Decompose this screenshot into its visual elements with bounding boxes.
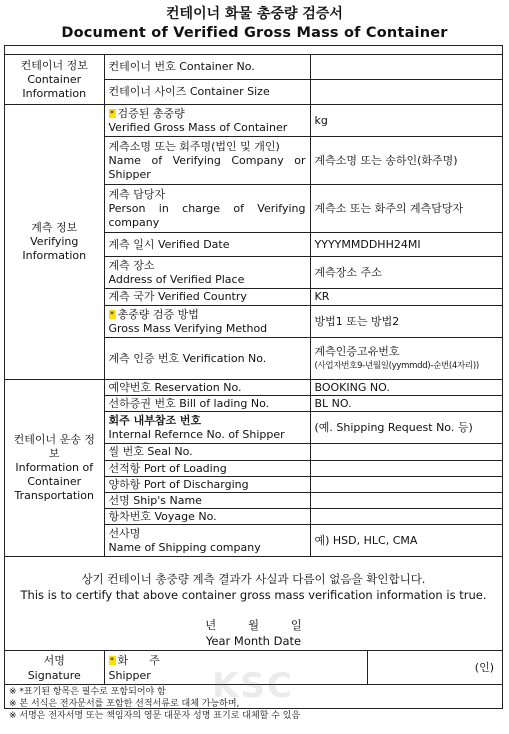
required-marker: * <box>110 310 114 319</box>
label-en: Verified Gross Mass of Container <box>108 120 288 134</box>
form-row <box>5 55 502 80</box>
signature-label-ko: 서명 <box>43 653 65 667</box>
signature-label <box>5 651 104 685</box>
shipper-ko: 화 주 <box>117 653 160 667</box>
date-month-ko: 월 <box>247 618 260 632</box>
value-seal-no[interactable] <box>310 444 502 461</box>
shipper-en: Shipper <box>108 668 151 682</box>
form-row <box>5 380 502 396</box>
signature-label-en: Signature <box>27 668 81 682</box>
label-seal-no: 씰 번호 Seal No. <box>104 444 310 461</box>
date-korean <box>5 617 502 633</box>
label-container-no: 컨테이너 번호 Container No. <box>104 55 310 80</box>
value-internal-reference[interactable]: (예. Shipping Request No. 등) <box>310 412 502 444</box>
value-person-in-charge[interactable]: 계측소 또는 화주의 계측담당자 <box>310 185 502 233</box>
value-container-size[interactable] <box>310 80 502 105</box>
date-day-ko: 일 <box>290 618 302 632</box>
date-field[interactable] <box>5 617 502 649</box>
signature-seal-field[interactable]: (인) <box>367 651 502 685</box>
certification-korean: 상기 컨테이너 총중량 계측 결과가 사실과 다름이 없음을 확인합니다. <box>81 572 426 586</box>
section-label-ko: 컨테이너 정보 <box>20 58 88 72</box>
label-reservation-no: 예약번호 Reservation No. <box>104 380 310 396</box>
value-shipping-company[interactable]: 예) HSD, HLC, CMA <box>310 525 502 557</box>
date-year-ko: 년 <box>205 618 217 632</box>
title-english: Document of Verified Gross Mass of Container <box>61 25 448 41</box>
label-ko: 회주 내부참조 번호 <box>108 413 202 427</box>
form-table <box>5 54 502 557</box>
value-verified-place[interactable]: 계측장소 주소 <box>310 257 502 289</box>
title-korean: 컨테이너 화물 총중량 검증서 <box>166 6 343 22</box>
label-en: Name of Verifying Company or Shipper <box>108 153 306 181</box>
section-label-en: Information of Container Transportation <box>14 461 94 502</box>
label-port-of-discharging: 양하항 Port of Discharging <box>104 477 310 493</box>
label-ko: 계측소명 또는 회주명(법인 및 개인) <box>108 139 280 153</box>
section-label-verifying <box>5 105 104 380</box>
label-ko: 계측 담당자 <box>108 187 166 201</box>
section-label-en: Verifying Information <box>22 235 87 262</box>
value-note: (사업자번호9-년월일(yymmdd)-순번(4자리)) <box>314 360 479 371</box>
certification-english: This is to certify that above container gross mass verification information is true. <box>20 588 487 602</box>
label-shipping-company <box>104 525 310 557</box>
value-reservation-no[interactable]: BOOKING NO. <box>310 380 502 396</box>
label-en: Name of Shipping company <box>108 540 261 554</box>
value-ship-name[interactable] <box>310 493 502 509</box>
value-bill-of-lading[interactable]: BL NO. <box>310 396 502 412</box>
note-item: ※ 본 서식은 전자문서를 포함한 선적서류로 대체 가능하며, <box>9 699 240 709</box>
watermark-logo: KSC <box>212 666 294 706</box>
note-item: ※ *표기된 항목은 필수로 포함되어야 함 <box>9 687 166 697</box>
section-label-ko: 계측 정보 <box>31 221 78 234</box>
form-frame <box>4 45 503 721</box>
value-verified-date[interactable]: YYYYMMDDHH24MI <box>310 233 502 257</box>
label-ko: 검증된 총중량 <box>117 106 185 120</box>
label-verified-country: 계측 국가 Verified Country <box>104 289 310 306</box>
label-verified-date: 계측 일시 Verified Date <box>104 233 310 257</box>
value-verifying-company[interactable]: 계측소명 또는 송하인(화주명) <box>310 137 502 185</box>
section-label-transportation <box>5 380 104 557</box>
label-verification-no: 계측 인증 번호 Verification No. <box>104 338 310 380</box>
required-marker: * <box>110 109 114 118</box>
label-person-in-charge <box>104 185 310 233</box>
date-english: Year Month Date <box>205 634 302 648</box>
required-marker: * <box>110 656 114 665</box>
value-port-of-discharging[interactable] <box>310 477 502 493</box>
section-label-container <box>5 55 104 105</box>
label-bill-of-lading: 선하증권 번호 Bill of lading No. <box>104 396 310 412</box>
label-internal-reference <box>104 412 310 444</box>
label-container-size: 컨테이너 사이즈 Container Size <box>104 80 310 105</box>
label-en: Person in charge of Verifying company <box>108 201 306 229</box>
value-main: 계측인증고유번호 <box>314 344 400 358</box>
label-verifying-method <box>104 306 310 338</box>
label-port-of-loading: 선적항 Port of Loading <box>104 461 310 477</box>
value-verified-gross-mass[interactable]: kg <box>310 105 502 137</box>
label-verifying-company <box>104 137 310 185</box>
label-ko: 선사명 <box>108 526 141 540</box>
value-container-no[interactable] <box>310 55 502 80</box>
label-en: Gross Mass Verifying Method <box>108 321 268 335</box>
form-row <box>5 105 502 137</box>
label-ko: 총중량 검증 방법 <box>117 307 199 321</box>
value-voyage-no[interactable] <box>310 509 502 525</box>
label-en: Address of Verified Place <box>108 272 245 286</box>
value-port-of-loading[interactable] <box>310 461 502 477</box>
note-item: ※ 서명은 전자서명 또는 책임자의 영문 대문자 성명 표기로 대체할 수 있음 <box>9 711 301 721</box>
label-en: Internal Refernce No. of Shipper <box>108 427 285 441</box>
value-verification-no[interactable] <box>310 338 502 380</box>
value-verified-country[interactable]: KR <box>310 289 502 306</box>
section-label-ko: 컨테이너 운송 정보 <box>13 433 95 460</box>
label-ship-name: 선명 Ship's Name <box>104 493 310 509</box>
value-verifying-method[interactable]: 방법1 또는 방법2 <box>310 306 502 338</box>
label-ko: 계측 장소 <box>108 258 155 272</box>
section-label-en: Container Information <box>22 72 87 100</box>
document-title <box>0 0 509 44</box>
label-verified-place <box>104 257 310 289</box>
label-voyage-no: 항차번호 Voyage No. <box>104 509 310 525</box>
label-verified-gross-mass <box>104 105 310 137</box>
